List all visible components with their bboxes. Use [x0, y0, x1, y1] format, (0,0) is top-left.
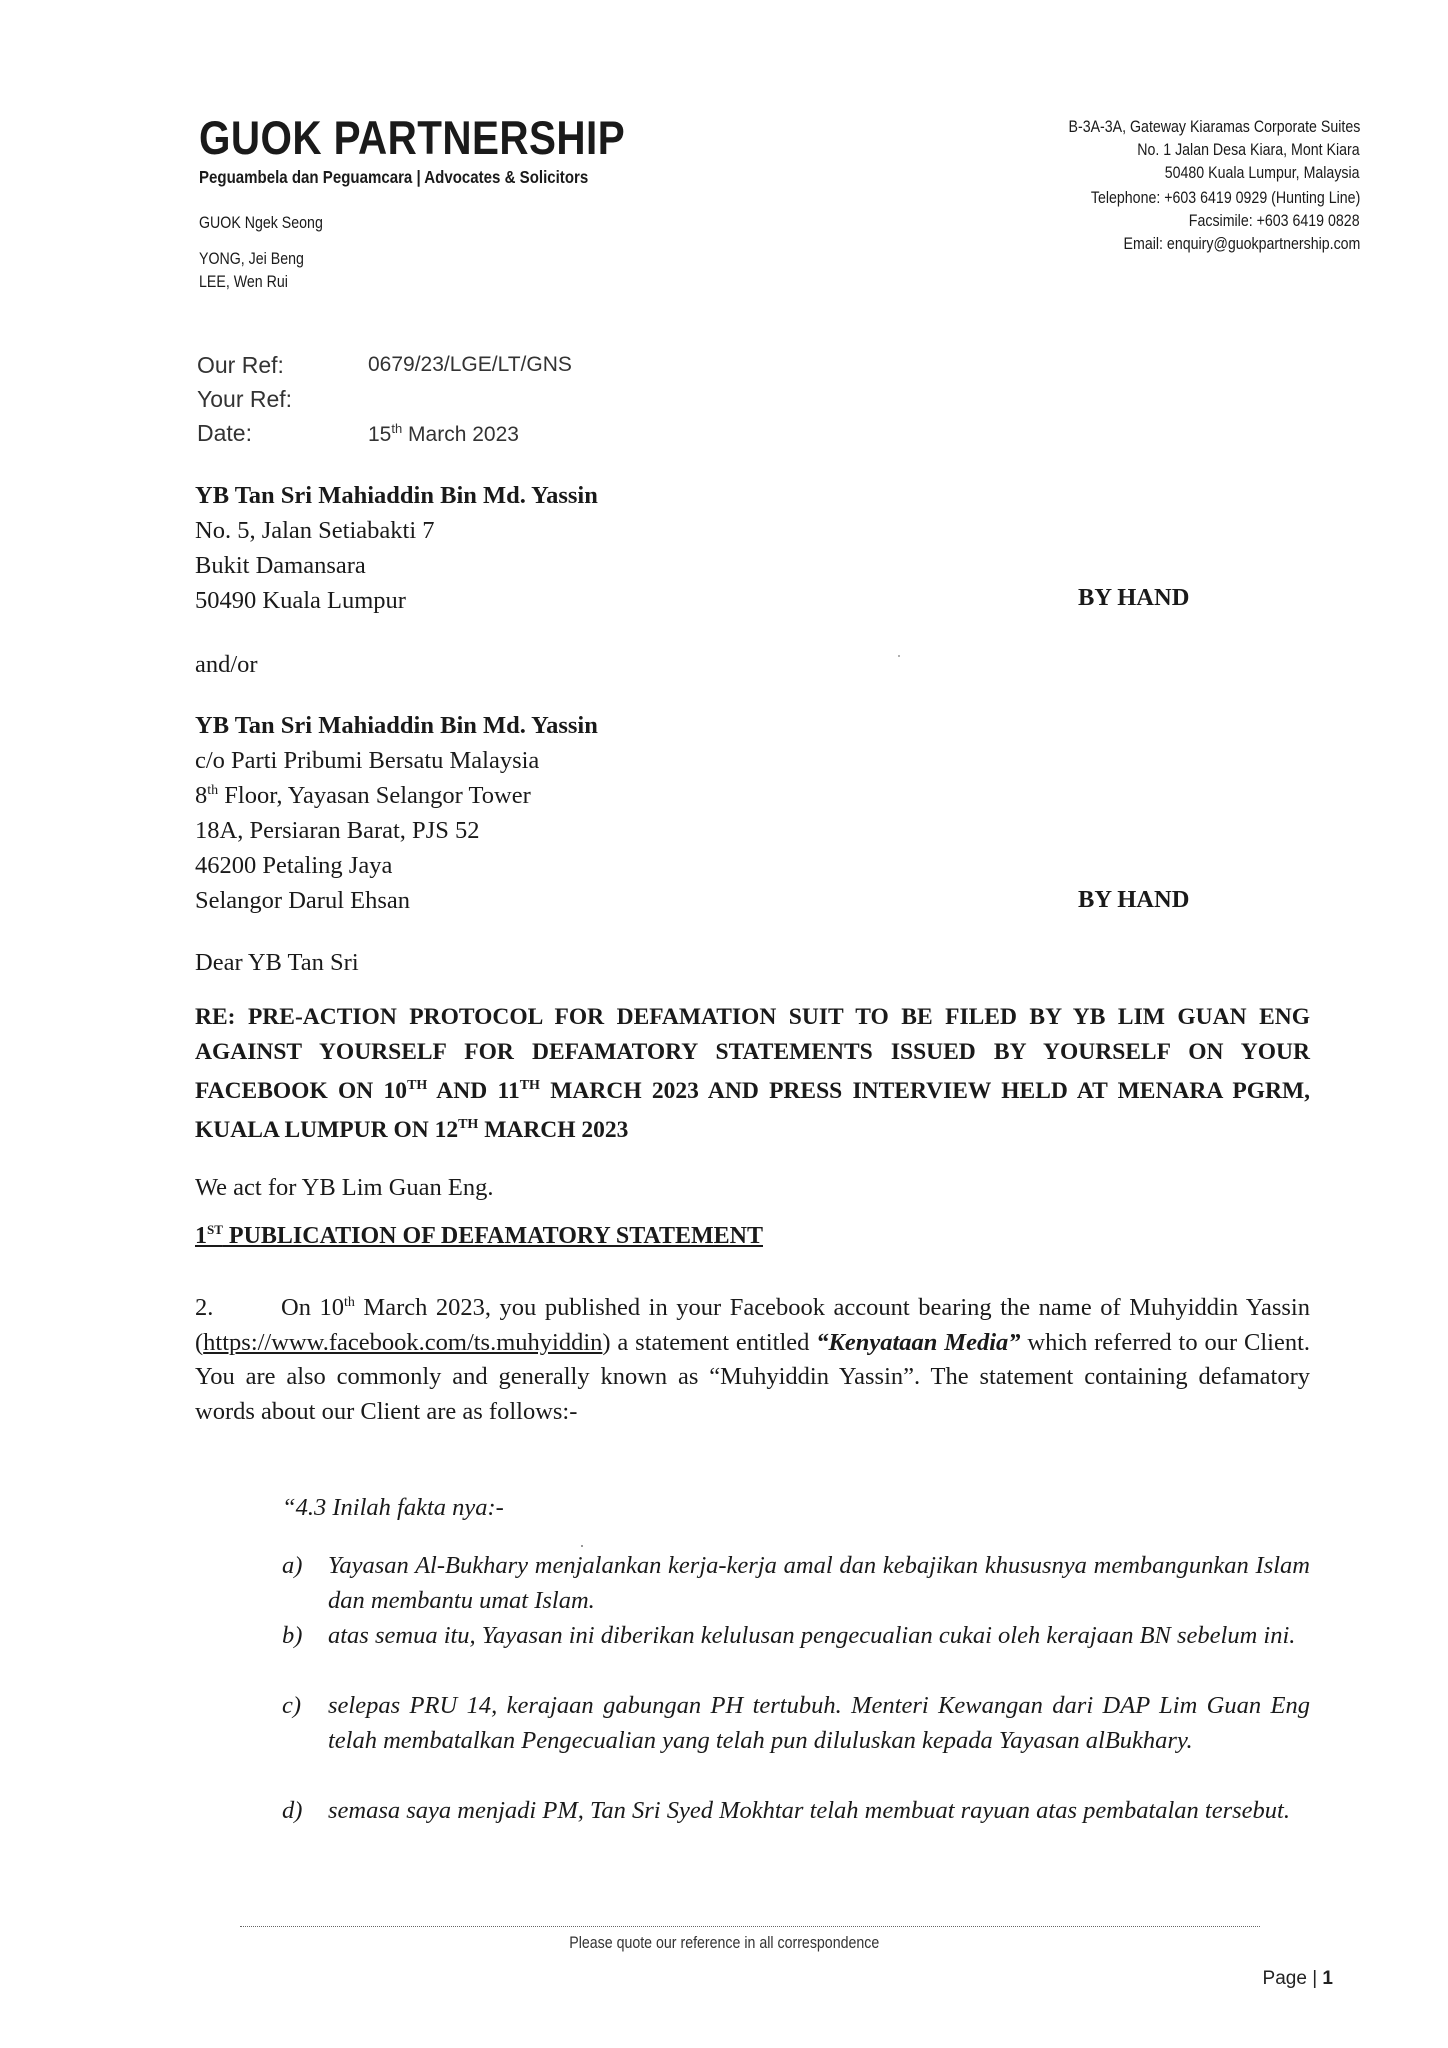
- recipient-address-line: 46200 Petaling Jaya: [195, 852, 393, 879]
- recipient-address-line: 8th Floor, Yayasan Selangor Tower: [195, 782, 531, 809]
- recipient-address-line: Bukit Damansara: [195, 552, 366, 579]
- recipient-name: YB Tan Sri Mahiaddin Bin Md. Yassin: [195, 712, 598, 739]
- quote-item-letter: d): [282, 1797, 303, 1824]
- paragraph-number: 2.: [195, 1294, 214, 1322]
- quote-item-letter: c): [282, 1692, 302, 1719]
- recipient-name: YB Tan Sri Mahiaddin Bin Md. Yassin: [195, 482, 598, 509]
- delivery-method: BY HAND: [1078, 584, 1190, 611]
- quote-item-text: atas semua itu, Yayasan ini diberikan kelulusan pengecualian cukai oleh kerajaan BN sebelum ini.: [328, 1622, 1296, 1649]
- subject-line: RE: PRE-ACTION PROTOCOL FOR DEFAMATION SUIT TO BE FILED BY YB LIM GUAN ENG AGAINST YOURSELF FOR DEFAMATORY STATEMENTS ISSUED BY YOURSELF ON YOUR FACEBOOK ON 10TH AND 11TH MARCH 2023 AND PRESS INTERVIEW HELD AT MENARA PGRM, KUALA LUMPUR ON 12TH MARCH 2023: [195, 1004, 1310, 1144]
- quote-item-letter: b): [282, 1622, 303, 1649]
- footer-note: Please quote our reference in all correspondence: [568, 1934, 880, 1952]
- quote-item-letter: a): [282, 1552, 303, 1579]
- facsimile: Facsimile: +603 6419 0828: [1189, 212, 1360, 230]
- recipient-address-line: Selangor Darul Ehsan: [195, 887, 410, 914]
- quote-intro: “4.3 Inilah fakta nya:-: [282, 1494, 504, 1521]
- date-value: 15th March 2023: [368, 421, 519, 446]
- address-line: No. 1 Jalan Desa Kiara, Mont Kiara: [1137, 141, 1360, 159]
- firm-name: GUOK PARTNERSHIP: [199, 111, 626, 164]
- quote-item: [282, 1688, 1310, 1758]
- statement-title: “Kenyataan Media”: [816, 1328, 1021, 1356]
- facebook-link[interactable]: https://www.facebook.com/ts.muhyiddin: [203, 1328, 603, 1356]
- scan-speck: [898, 655, 900, 657]
- page-number: Page | 1: [1262, 1968, 1333, 1989]
- salutation: Dear YB Tan Sri: [195, 949, 359, 976]
- quote-item: [282, 1618, 1310, 1653]
- quote-item-text: Yayasan Al-Bukhary menjalankan kerja-kerja amal dan kebajikan khususnya membangunkan Islam dan membantu umat Islam.: [328, 1552, 1310, 1614]
- partner-name: LEE, Wen Rui: [199, 273, 288, 291]
- partner-name: GUOK Ngek Seong: [199, 214, 323, 232]
- recipient-address-line: 50490 Kuala Lumpur: [195, 587, 406, 614]
- opening-sentence: We act for YB Lim Guan Eng.: [195, 1174, 494, 1201]
- your-ref-label: Your Ref:: [197, 386, 293, 412]
- address-line: 50480 Kuala Lumpur, Malaysia: [1165, 164, 1360, 182]
- paragraph-2: 2. On 10th March 2023, you published in your Facebook account bearing the name of Muhyiddin Yassin (https://www.facebook.com/ts.muhyiddin) a statement entitled “Kenyataan Media” which referred to our Client. You are also commonly and generally known as “Muhyiddin Yassin”. The statement containing defamatory words about our Client are as follows:-: [195, 1286, 1310, 1429]
- email: Email: enquiry@guokpartnership.com: [1123, 235, 1360, 253]
- firm-tagline: Peguambela dan Peguamcara | Advocates & Solicitors: [199, 167, 589, 187]
- section-heading: 1ST PUBLICATION OF DEFAMATORY STATEMENT: [195, 1222, 763, 1249]
- address-line: B-3A-3A, Gateway Kiaramas Corporate Suites: [1068, 118, 1360, 136]
- our-ref-value: 0679/23/LGE/LT/GNS: [368, 353, 572, 376]
- recipient-address-line: No. 5, Jalan Setiabakti 7: [195, 517, 435, 544]
- recipient-address-line: 18A, Persiaran Barat, PJS 52: [195, 817, 480, 844]
- footer-divider: [240, 1926, 1260, 1927]
- delivery-method: BY HAND: [1078, 886, 1190, 913]
- scan-speck: [581, 1545, 583, 1547]
- recipient-address-line: c/o Parti Pribumi Bersatu Malaysia: [195, 747, 540, 774]
- quote-item: [282, 1793, 1310, 1828]
- date-label: Date:: [197, 420, 252, 446]
- firm-address: [1021, 116, 1360, 256]
- quote-item-text: selepas PRU 14, kerajaan gabungan PH tertubuh. Menteri Kewangan dari DAP Lim Guan Eng telah membatalkan Pengecualian yang telah pun diluluskan kepada Yayasan alBukhary.: [328, 1692, 1310, 1754]
- quote-item-text: semasa saya menjadi PM, Tan Sri Syed Mokhtar telah membuat rayuan atas pembatalan tersebut.: [328, 1797, 1290, 1824]
- quote-item: [282, 1548, 1310, 1618]
- and-or-connector: and/or: [195, 651, 258, 678]
- telephone: Telephone: +603 6419 0929 (Hunting Line): [1090, 189, 1360, 207]
- our-ref-label: Our Ref:: [197, 352, 284, 378]
- partner-name: YONG, Jei Beng: [199, 250, 304, 268]
